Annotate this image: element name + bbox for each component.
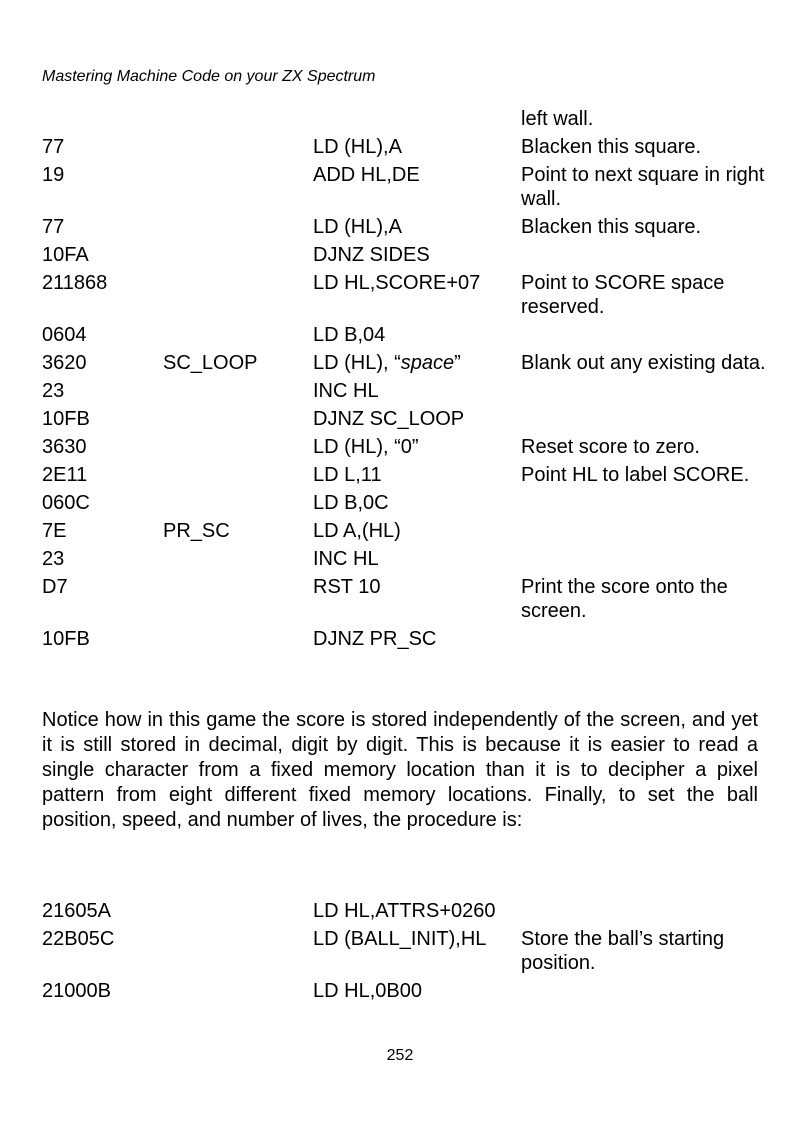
code-row: [42, 547, 772, 571]
code-row: [42, 215, 772, 239]
code-label: SC_LOOP: [163, 352, 258, 374]
instruction: LD (HL),A: [313, 136, 402, 158]
instruction: LD HL,ATTRS+0260: [313, 900, 496, 922]
code-comment: Blacken this square.: [521, 216, 702, 238]
instruction: LD HL,SCORE+07: [313, 272, 481, 294]
code-listing: [42, 107, 772, 655]
hex-code: 10FB: [42, 628, 90, 650]
instruction: DJNZ PR_SC: [313, 628, 437, 650]
instruction: LD (HL),A: [313, 216, 402, 238]
instruction: LD (HL), “0”: [313, 436, 419, 458]
hex-code: 22B05C: [42, 928, 115, 950]
hex-code: 3630: [42, 436, 87, 458]
instruction: LD (BALL_INIT),HL: [313, 928, 487, 950]
code-row: [42, 243, 772, 267]
hex-code: 2E11: [42, 464, 88, 486]
code-listing-2: [42, 899, 772, 1007]
code-comment: Point HL to label SCORE.: [521, 464, 750, 486]
instruction-suffix: ”: [454, 352, 461, 374]
code-row: [42, 323, 772, 347]
code-row: [42, 463, 772, 487]
code-comment: Reset score to zero.: [521, 436, 700, 458]
code-row: [42, 575, 772, 623]
instruction: INC HL: [313, 380, 379, 402]
code-comment: left wall.: [521, 108, 594, 130]
code-row: [42, 407, 772, 431]
instruction-prefix: LD (HL), “: [313, 352, 401, 374]
instruction: [313, 351, 461, 375]
code-row: [42, 351, 772, 375]
code-label: PR_SC: [163, 520, 230, 542]
body-paragraph: Notice how in this game the score is stored independently of the screen, and yet it is still stored in decimal, digit by digit. This is because it is easier to read a single character from a fixed memory location than it is to decipher a pixel pattern from eight different fixed memory locations. Finally, to set the ball position, speed, and number of lives, the procedure is:: [42, 709, 758, 831]
hex-code: 19: [42, 164, 65, 186]
instruction-italic: space: [400, 352, 455, 374]
code-row: [42, 519, 772, 543]
hex-code: 10FA: [42, 244, 89, 266]
instruction: DJNZ SIDES: [313, 244, 430, 266]
instruction: LD HL,0B00: [313, 980, 422, 1002]
code-row: [42, 899, 772, 923]
page-number: 252: [386, 1047, 414, 1064]
code-row: [42, 491, 772, 515]
instruction: ADD HL,DE: [313, 164, 420, 186]
hex-code: 211868: [42, 272, 108, 294]
code-row: [42, 435, 772, 459]
code-comment: Store the ball’s starting position.: [521, 928, 725, 974]
code-row: [42, 979, 772, 1003]
code-comment: Print the score onto the screen.: [521, 576, 728, 622]
hex-code: 3620: [42, 352, 87, 374]
instruction: INC HL: [313, 548, 379, 570]
instruction: LD L,11: [313, 464, 382, 486]
hex-code: 060C: [42, 492, 90, 514]
hex-code: 23: [42, 380, 65, 402]
hex-code: 21605A: [42, 900, 111, 922]
hex-code: D7: [42, 576, 68, 598]
code-row: [42, 927, 772, 975]
code-row: [42, 135, 772, 159]
hex-code: 77: [42, 216, 65, 238]
code-row: [42, 627, 772, 651]
code-row: [42, 107, 772, 131]
hex-code: 21000B: [42, 980, 111, 1002]
code-comment: Point to SCORE space reserved.: [521, 272, 725, 318]
instruction: DJNZ SC_LOOP: [313, 408, 465, 430]
code-row: [42, 271, 772, 319]
instruction: RST 10: [313, 576, 381, 598]
code-row: [42, 379, 772, 403]
instruction: LD B,0C: [313, 492, 389, 514]
code-comment: Point to next square in right wall.: [521, 164, 765, 210]
hex-code: 10FB: [42, 408, 90, 430]
code-row: [42, 163, 772, 211]
hex-code: 23: [42, 548, 65, 570]
hex-code: 7E: [42, 520, 67, 542]
hex-code: 0604: [42, 324, 87, 346]
instruction: LD B,04: [313, 324, 386, 346]
hex-code: 77: [42, 136, 65, 158]
running-header: Mastering Machine Code on your ZX Spectrum: [42, 68, 376, 85]
code-comment: Blacken this square.: [521, 136, 702, 158]
code-comment: Blank out any existing data.: [521, 352, 766, 374]
instruction: LD A,(HL): [313, 520, 401, 542]
